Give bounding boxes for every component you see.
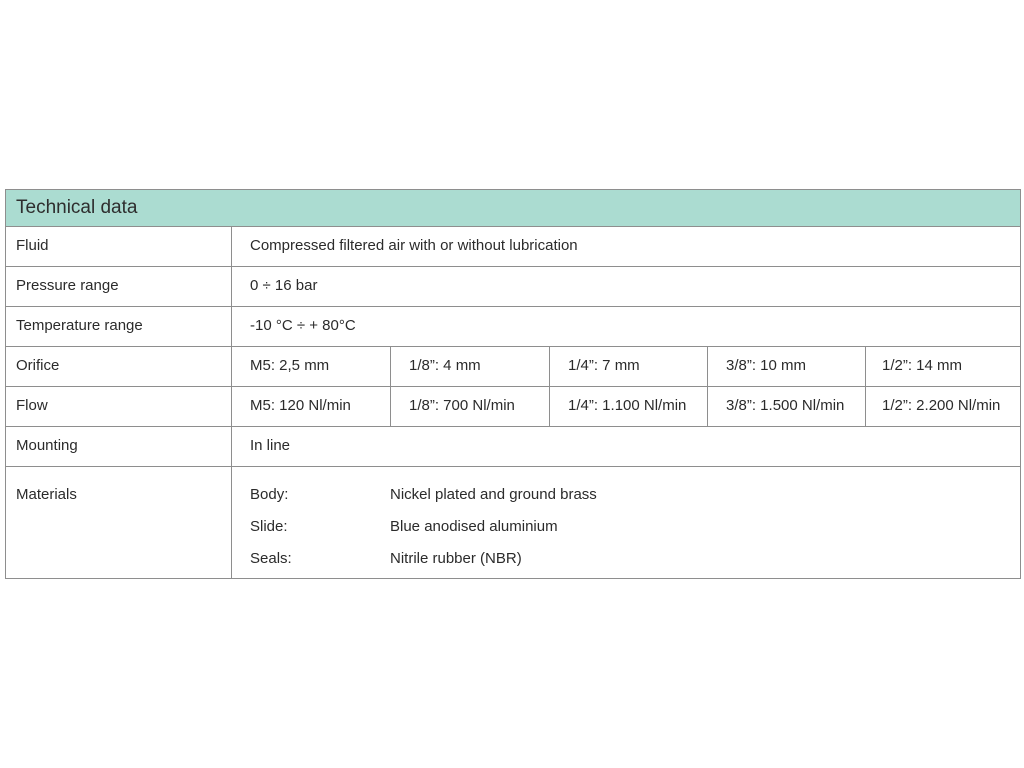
row-label: Flow — [6, 387, 232, 426]
flow-cell-1-2: 1/2”: 2.200 Nl/min — [882, 397, 1001, 414]
orifice-cell-1-8: 1/8”: 4 mm — [391, 347, 550, 386]
row-value: Compressed filtered air with or without lubrication — [250, 237, 578, 254]
flow-cell-1-8: 1/8”: 700 Nl/min — [391, 387, 550, 426]
row-label: Fluid — [6, 227, 232, 266]
table-title: Technical data — [6, 190, 1020, 227]
row-value: -10 °C ÷ + 80°C — [250, 317, 356, 334]
table-row-flow — [6, 387, 1020, 427]
table-row-orifice — [6, 347, 1020, 387]
table-row-pressure-range — [6, 267, 1020, 307]
row-value: In line — [250, 437, 291, 454]
row-value: 0 ÷ 16 bar — [250, 277, 318, 294]
flow-cell-3-8: 3/8”: 1.500 Nl/min — [708, 387, 866, 426]
table-row-fluid — [6, 227, 1020, 267]
row-label: Temperature range — [6, 307, 232, 346]
material-part: Seals: — [250, 550, 292, 567]
orifice-cell-m5: M5: 2,5 mm — [232, 347, 391, 386]
table-row-mounting — [6, 427, 1020, 467]
material-value: Blue anodised aluminium — [390, 518, 558, 535]
row-label: Mounting — [6, 427, 232, 466]
material-part: Slide: — [250, 518, 288, 535]
row-label: Materials — [6, 467, 232, 578]
row-label: Orifice — [6, 347, 232, 386]
materials-list — [232, 467, 1020, 578]
orifice-cell-3-8: 3/8”: 10 mm — [708, 347, 866, 386]
row-label: Pressure range — [6, 267, 232, 306]
table-row-temperature-range — [6, 307, 1020, 347]
material-value: Nitrile rubber (NBR) — [390, 550, 522, 567]
materials-item — [232, 518, 1020, 550]
flow-cell-m5: M5: 120 Nl/min — [232, 387, 391, 426]
technical-data-table — [5, 189, 1021, 579]
material-part: Body: — [250, 486, 289, 503]
materials-item — [232, 486, 1020, 518]
flow-cells — [232, 387, 1020, 426]
flow-cell-1-4: 1/4”: 1.100 Nl/min — [550, 387, 708, 426]
orifice-cell-1-4: 1/4”: 7 mm — [550, 347, 708, 386]
materials-item — [232, 550, 1020, 582]
table-row-materials — [6, 467, 1020, 578]
orifice-cell-1-2: 1/2”: 14 mm — [882, 357, 963, 374]
orifice-cells — [232, 347, 1020, 386]
material-value: Nickel plated and ground brass — [390, 486, 597, 503]
